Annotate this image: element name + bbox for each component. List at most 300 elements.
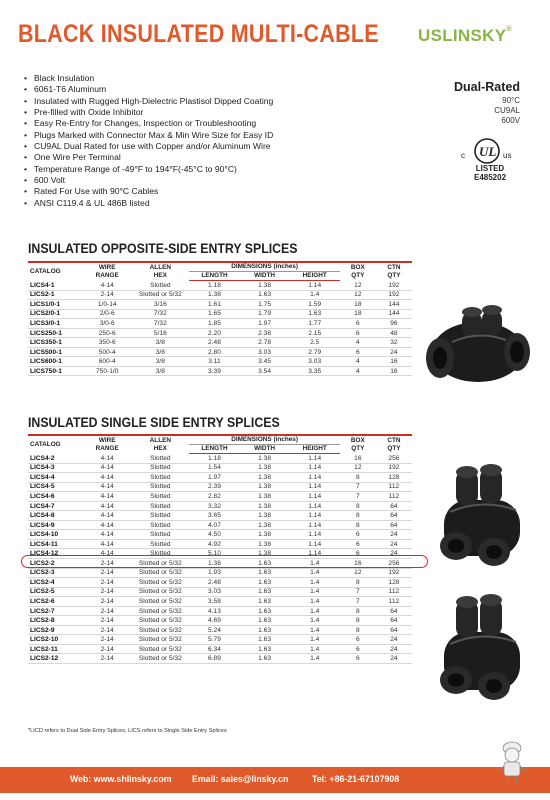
cell-box-qty: 7	[340, 587, 376, 597]
cell-height: 1.14	[290, 281, 340, 291]
cell-height: 1.14	[290, 454, 340, 464]
cell-ctn-qty: 128	[376, 578, 412, 588]
cell-catalog: LICS4-1	[28, 281, 83, 291]
cell-box-qty: 4	[340, 357, 376, 367]
cell-length: 3.03	[189, 587, 239, 597]
footer-email[interactable]: Email: sales@linsky.cn	[192, 774, 289, 784]
cell-length: 1.93	[189, 568, 239, 578]
cell-box-qty: 6	[340, 328, 376, 338]
col-wire-range-l1: WIRE	[98, 436, 116, 444]
cell-length: 1.97	[189, 473, 239, 483]
cell-allen-hex: Slotted	[131, 501, 189, 511]
cell-height: 1.63	[290, 309, 340, 319]
feature-item: • CU9AL Dual Rated for use with Copper and/or Aluminum Wire	[24, 141, 273, 152]
col-length: LENGTH	[189, 445, 239, 454]
cell-allen-hex: Slotted or 5/32	[131, 578, 189, 588]
feature-item: • Black Insulation	[24, 73, 273, 84]
cell-wire-range: 2-14	[83, 568, 131, 578]
cell-length: 2.48	[189, 338, 239, 348]
cell-wire-range: 2-14	[83, 625, 131, 635]
cell-height: 1.77	[290, 319, 340, 329]
cell-height: 1.14	[290, 511, 340, 521]
cell-ctn-qty: 192	[376, 290, 412, 300]
footnote: *LICD refers to Dual Side Entry Splices, LICS refers to Single Side Entry Splices	[28, 728, 227, 734]
cell-catalog: LICS2-4	[28, 578, 83, 588]
col-allen-hex-l1: ALLEN	[149, 436, 171, 444]
cell-ctn-qty: 24	[376, 654, 412, 664]
cell-wire-range: 1/0-14	[83, 300, 131, 310]
cell-ctn-qty: 192	[376, 281, 412, 291]
cell-height: 1.59	[290, 300, 340, 310]
cell-length: 6.34	[189, 644, 239, 654]
cell-wire-range: 4-14	[83, 520, 131, 530]
cell-length: 3.32	[189, 501, 239, 511]
cell-height: 1.4	[290, 597, 340, 607]
cell-catalog: LICS750-1	[28, 366, 83, 376]
cell-allen-hex: Slotted	[131, 463, 189, 473]
table-row	[28, 635, 412, 645]
cell-wire-range: 2-14	[83, 290, 131, 300]
cell-box-qty: 6	[340, 549, 376, 559]
col-wire-range-l2: RANGE	[95, 444, 119, 452]
table-row	[28, 616, 412, 626]
table-row	[28, 501, 412, 511]
cell-width: 1.38	[240, 454, 290, 464]
cell-allen-hex: Slotted or 5/32	[131, 635, 189, 645]
cell-allen-hex: Slotted	[131, 473, 189, 483]
cell-width: 1.63	[240, 587, 290, 597]
cell-ctn-qty: 64	[376, 501, 412, 511]
cell-wire-range: 4-14	[83, 511, 131, 521]
cell-wire-range: 600-4	[83, 357, 131, 367]
col-ctn-qty	[376, 435, 412, 454]
table-row	[28, 568, 412, 578]
cell-catalog: LICS2-5	[28, 587, 83, 597]
cell-length: 5.24	[189, 625, 239, 635]
cell-wire-range: 2/0-6	[83, 309, 131, 319]
cell-length: 3.58	[189, 597, 239, 607]
col-height: HEIGHT	[290, 445, 340, 454]
cell-box-qty: 12	[340, 290, 376, 300]
cell-ctn-qty: 112	[376, 597, 412, 607]
cell-box-qty: 8	[340, 511, 376, 521]
rating-title: Dual-Rated	[454, 80, 520, 94]
cell-width: 1.38	[240, 539, 290, 549]
feature-item: • One Wire Per Terminal	[24, 152, 273, 163]
cell-catalog: LICS2-6	[28, 597, 83, 607]
cell-box-qty: 12	[340, 281, 376, 291]
cell-width: 1.38	[240, 281, 290, 291]
cell-length: 1.18	[189, 454, 239, 464]
cell-allen-hex: Slotted	[131, 511, 189, 521]
cell-length: 1.54	[189, 463, 239, 473]
cell-catalog: LICS2-8	[28, 616, 83, 626]
cell-box-qty: 6	[340, 539, 376, 549]
feature-item: • 6061-T6 Aluminum	[24, 84, 273, 95]
cell-allen-hex: Slotted	[131, 539, 189, 549]
table-row	[28, 463, 412, 473]
cell-height: 1.14	[290, 530, 340, 540]
col-width: WIDTH	[240, 445, 290, 454]
footer-phone: Tel: +86-21-67107908	[312, 774, 400, 784]
col-wire-range	[83, 262, 131, 281]
feature-item: • Easy Re-Entry for Changes, Inspection or Troubleshooting	[24, 118, 273, 129]
col-wire-range-l1: WIRE	[98, 263, 116, 271]
cell-ctn-qty: 24	[376, 530, 412, 540]
cell-length: 4.92	[189, 539, 239, 549]
cell-width: 1.63	[240, 654, 290, 664]
registered-mark: ®	[506, 26, 512, 33]
cell-wire-range: 4-14	[83, 492, 131, 502]
cell-height: 1.4	[290, 616, 340, 626]
cell-catalog: LICS4-9	[28, 520, 83, 530]
table-row	[28, 300, 412, 310]
cell-width: 1.63	[240, 559, 290, 569]
table-row	[28, 328, 412, 338]
cell-ctn-qty: 64	[376, 520, 412, 530]
cell-allen-hex: Slotted or 5/32	[131, 587, 189, 597]
cell-wire-range: 2-14	[83, 616, 131, 626]
feature-list	[24, 73, 273, 209]
cell-ctn-qty: 32	[376, 338, 412, 348]
cell-allen-hex: 7/32	[131, 319, 189, 329]
cell-length: 1.18	[189, 281, 239, 291]
cell-wire-range: 2-14	[83, 644, 131, 654]
svg-text:us: us	[503, 151, 512, 160]
cell-box-qty: 7	[340, 492, 376, 502]
cell-width: 1.38	[240, 473, 290, 483]
table-row	[28, 338, 412, 348]
col-box-qty-l2: QTY	[351, 444, 365, 452]
cell-wire-range: 4-14	[83, 281, 131, 291]
cell-catalog: LICS350-1	[28, 338, 83, 348]
cell-wire-range: 4-14	[83, 549, 131, 559]
brand-logo	[418, 26, 512, 46]
table-row	[28, 520, 412, 530]
cell-wire-range: 4-14	[83, 530, 131, 540]
cell-catalog: LICS4-11	[28, 539, 83, 549]
cell-width: 1.79	[240, 309, 290, 319]
feature-item: • 600 Volt	[24, 175, 273, 186]
cell-allen-hex: Slotted or 5/32	[131, 597, 189, 607]
cell-wire-range: 750-1/0	[83, 366, 131, 376]
cell-height: 1.14	[290, 463, 340, 473]
cell-width: 1.97	[240, 319, 290, 329]
cell-catalog: LICS2-11	[28, 644, 83, 654]
cell-length: 1.38	[189, 559, 239, 569]
cell-allen-hex: Slotted	[131, 492, 189, 502]
table-row	[28, 597, 412, 607]
cell-width: 2.78	[240, 338, 290, 348]
cell-wire-range: 350-6	[83, 338, 131, 348]
rating-material: CU9AL	[494, 106, 520, 115]
cell-length: 1.65	[189, 309, 239, 319]
table-row	[28, 530, 412, 540]
cell-allen-hex: Slotted or 5/32	[131, 644, 189, 654]
table-row	[28, 654, 412, 664]
cell-width: 1.38	[240, 530, 290, 540]
cell-catalog: LICS4-3	[28, 463, 83, 473]
page-title: BLACK INSULATED MULTI-CABLE	[18, 20, 379, 48]
cell-allen-hex: Slotted or 5/32	[131, 625, 189, 635]
cell-height: 1.4	[290, 290, 340, 300]
feature-item: • Insulated with Rugged High-Dielectric Plastisol Dipped Coating	[24, 96, 273, 107]
cell-width: 1.63	[240, 625, 290, 635]
col-box-qty-l1: BOX	[350, 263, 365, 271]
cell-wire-range: 4-14	[83, 482, 131, 492]
cell-height: 1.4	[290, 568, 340, 578]
cell-wire-range: 500-4	[83, 347, 131, 357]
col-dimensions: DIMENSIONS (inches)	[189, 435, 339, 445]
single-side-title: INSULATED SINGLE SIDE ENTRY SPLICES	[28, 414, 280, 430]
cell-ctn-qty: 48	[376, 328, 412, 338]
cell-box-qty: 6	[340, 319, 376, 329]
cell-length: 3.65	[189, 511, 239, 521]
col-allen-hex-l1: ALLEN	[149, 263, 171, 271]
cell-ctn-qty: 24	[376, 644, 412, 654]
cell-allen-hex: 5/16	[131, 328, 189, 338]
cell-width: 1.38	[240, 520, 290, 530]
cell-wire-range: 3/0-6	[83, 319, 131, 329]
cell-length: 5.79	[189, 635, 239, 645]
cell-allen-hex: Slotted or 5/32	[131, 606, 189, 616]
feature-item: • Temperature Range of -49°F to 194°F(-45°C to 90°C)	[24, 164, 273, 175]
table-row	[28, 473, 412, 483]
cell-ctn-qty: 96	[376, 319, 412, 329]
cell-allen-hex: 3/8	[131, 347, 189, 357]
cell-allen-hex: Slotted or 5/32	[131, 290, 189, 300]
cell-height: 1.14	[290, 492, 340, 502]
cell-ctn-qty: 256	[376, 559, 412, 569]
opposite-side-table	[28, 261, 412, 376]
cell-height: 2.15	[290, 328, 340, 338]
cell-allen-hex: Slotted or 5/32	[131, 568, 189, 578]
cell-width: 1.63	[240, 644, 290, 654]
col-box-qty-l1: BOX	[350, 436, 365, 444]
cell-allen-hex: Slotted	[131, 454, 189, 464]
cell-width: 3.03	[240, 347, 290, 357]
cell-width: 1.38	[240, 501, 290, 511]
table-row	[28, 482, 412, 492]
cell-allen-hex: 3/8	[131, 338, 189, 348]
cell-width: 1.38	[240, 463, 290, 473]
cell-width: 1.38	[240, 511, 290, 521]
cell-height: 1.4	[290, 578, 340, 588]
cell-wire-range: 250-6	[83, 328, 131, 338]
cell-allen-hex: Slotted	[131, 520, 189, 530]
col-catalog: CATALOG	[28, 262, 83, 281]
cell-catalog: LICS600-1	[28, 357, 83, 367]
cell-wire-range: 4-14	[83, 539, 131, 549]
ul-listing	[468, 164, 512, 182]
cell-box-qty: 8	[340, 578, 376, 588]
listed-label: LISTED	[475, 164, 505, 173]
cell-box-qty: 16	[340, 454, 376, 464]
cell-catalog: LICS2-7	[28, 606, 83, 616]
cell-ctn-qty: 112	[376, 482, 412, 492]
ul-file-number: E485202	[473, 173, 507, 182]
cell-box-qty: 18	[340, 300, 376, 310]
table-row	[28, 281, 412, 291]
col-box-qty-l2: QTY	[351, 271, 365, 279]
table-row	[28, 454, 412, 464]
cell-height: 1.4	[290, 654, 340, 664]
cell-length: 2.48	[189, 578, 239, 588]
cell-box-qty: 18	[340, 309, 376, 319]
cell-ctn-qty: 192	[376, 463, 412, 473]
cell-width: 1.63	[240, 616, 290, 626]
cell-box-qty: 6	[340, 635, 376, 645]
cell-width: 1.63	[240, 597, 290, 607]
cell-box-qty: 6	[340, 644, 376, 654]
col-ctn-qty-l2: QTY	[387, 271, 401, 279]
cell-length: 3.39	[189, 366, 239, 376]
cell-length: 4.13	[189, 606, 239, 616]
table-row	[28, 625, 412, 635]
col-ctn-qty-l1: CTN	[387, 436, 401, 444]
cell-ctn-qty: 64	[376, 616, 412, 626]
cell-height: 1.4	[290, 625, 340, 635]
cell-width: 1.63	[240, 606, 290, 616]
cell-ctn-qty: 144	[376, 309, 412, 319]
cell-wire-range: 2-14	[83, 654, 131, 664]
cell-wire-range: 2-14	[83, 559, 131, 569]
cell-height: 1.4	[290, 644, 340, 654]
cell-length: 1.38	[189, 290, 239, 300]
cell-wire-range: 2-14	[83, 635, 131, 645]
col-box-qty	[340, 435, 376, 454]
cell-wire-range: 4-14	[83, 501, 131, 511]
cell-box-qty: 8	[340, 625, 376, 635]
cell-length: 2.82	[189, 492, 239, 502]
cell-box-qty: 16	[340, 559, 376, 569]
cell-catalog: LICS3/0-1	[28, 319, 83, 329]
table-row	[28, 644, 412, 654]
cell-catalog: LICS2-12	[28, 654, 83, 664]
cell-wire-range: 2-14	[83, 578, 131, 588]
cell-ctn-qty: 112	[376, 492, 412, 502]
cell-ctn-qty: 192	[376, 568, 412, 578]
col-box-qty	[340, 262, 376, 281]
cell-length: 5.10	[189, 549, 239, 559]
rating-temperature: 90°C	[502, 96, 520, 105]
cell-catalog: LICS2/0-1	[28, 309, 83, 319]
table-row	[28, 511, 412, 521]
col-length: LENGTH	[189, 272, 239, 281]
cell-allen-hex: Slotted	[131, 482, 189, 492]
brand-name: USLINSKY	[418, 26, 507, 45]
col-allen-hex	[131, 262, 189, 281]
cell-height: 1.14	[290, 501, 340, 511]
col-ctn-qty	[376, 262, 412, 281]
cell-length: 6.89	[189, 654, 239, 664]
cell-ctn-qty: 24	[376, 347, 412, 357]
opposite-side-title: INSULATED OPPOSITE-SIDE ENTRY SPLICES	[28, 240, 298, 256]
cell-length: 4.50	[189, 530, 239, 540]
cell-catalog: LICS2-1	[28, 290, 83, 300]
footer-website[interactable]: Web: www.shlinsky.com	[70, 774, 172, 784]
mascot-icon	[496, 740, 528, 784]
cell-ctn-qty: 24	[376, 549, 412, 559]
cell-catalog: LICS1/0-1	[28, 300, 83, 310]
cell-box-qty: 12	[340, 463, 376, 473]
table-row	[28, 347, 412, 357]
cell-ctn-qty: 64	[376, 606, 412, 616]
cell-wire-range: 2-14	[83, 597, 131, 607]
cell-allen-hex: 3/8	[131, 366, 189, 376]
cell-catalog: LICS2-2	[28, 559, 83, 569]
cell-length: 2.80	[189, 347, 239, 357]
cell-width: 1.75	[240, 300, 290, 310]
cell-box-qty: 8	[340, 520, 376, 530]
cell-allen-hex: Slotted or 5/32	[131, 654, 189, 664]
opposite-side-splice-image	[422, 290, 534, 402]
cell-height: 1.4	[290, 606, 340, 616]
cell-width: 1.63	[240, 290, 290, 300]
col-ctn-qty-l1: CTN	[387, 263, 401, 271]
table-row	[28, 539, 412, 549]
cell-width: 1.63	[240, 578, 290, 588]
cell-allen-hex: 3/16	[131, 300, 189, 310]
cell-height: 1.4	[290, 559, 340, 569]
table-row	[28, 357, 412, 367]
cell-width: 1.38	[240, 492, 290, 502]
cell-ctn-qty: 16	[376, 366, 412, 376]
cell-box-qty: 4	[340, 366, 376, 376]
cell-ctn-qty: 24	[376, 539, 412, 549]
cell-ctn-qty: 128	[376, 473, 412, 483]
cell-ctn-qty: 16	[376, 357, 412, 367]
cell-catalog: LICS4-12	[28, 549, 83, 559]
cell-width: 3.45	[240, 357, 290, 367]
cell-height: 1.14	[290, 549, 340, 559]
single-side-splice-image-1	[426, 462, 534, 572]
cell-ctn-qty: 64	[376, 625, 412, 635]
col-width: WIDTH	[240, 272, 290, 281]
cell-height: 3.03	[290, 357, 340, 367]
cell-catalog: LICS250-1	[28, 328, 83, 338]
cell-allen-hex: Slotted	[131, 281, 189, 291]
feature-item: • Plugs Marked with Connector Max & Min Wire Size for Easy ID	[24, 130, 273, 141]
cell-wire-range: 2-14	[83, 606, 131, 616]
cell-ctn-qty: 144	[376, 300, 412, 310]
cell-wire-range: 2-14	[83, 587, 131, 597]
cell-length: 1.85	[189, 319, 239, 329]
svg-text:c: c	[461, 151, 465, 160]
cell-allen-hex: 7/32	[131, 309, 189, 319]
cell-box-qty: 6	[340, 654, 376, 664]
cell-length: 3.11	[189, 357, 239, 367]
cell-height: 1.14	[290, 482, 340, 492]
cell-height: 1.14	[290, 473, 340, 483]
cell-ctn-qty: 112	[376, 587, 412, 597]
cell-box-qty: 7	[340, 482, 376, 492]
cell-height: 1.4	[290, 635, 340, 645]
table-row	[28, 366, 412, 376]
col-wire-range	[83, 435, 131, 454]
cell-box-qty: 8	[340, 501, 376, 511]
col-allen-hex-l2: HEX	[153, 271, 167, 279]
feature-item: • Rated For Use with 90°C Cables	[24, 186, 273, 197]
cell-height: 3.35	[290, 366, 340, 376]
table-row	[28, 319, 412, 329]
cell-catalog: LICS4-5	[28, 482, 83, 492]
rating-block	[454, 80, 520, 126]
cell-catalog: LICS4-6	[28, 492, 83, 502]
cell-width: 2.38	[240, 328, 290, 338]
rating-voltage: 600V	[501, 116, 520, 125]
col-dimensions: DIMENSIONS (inches)	[189, 262, 339, 272]
